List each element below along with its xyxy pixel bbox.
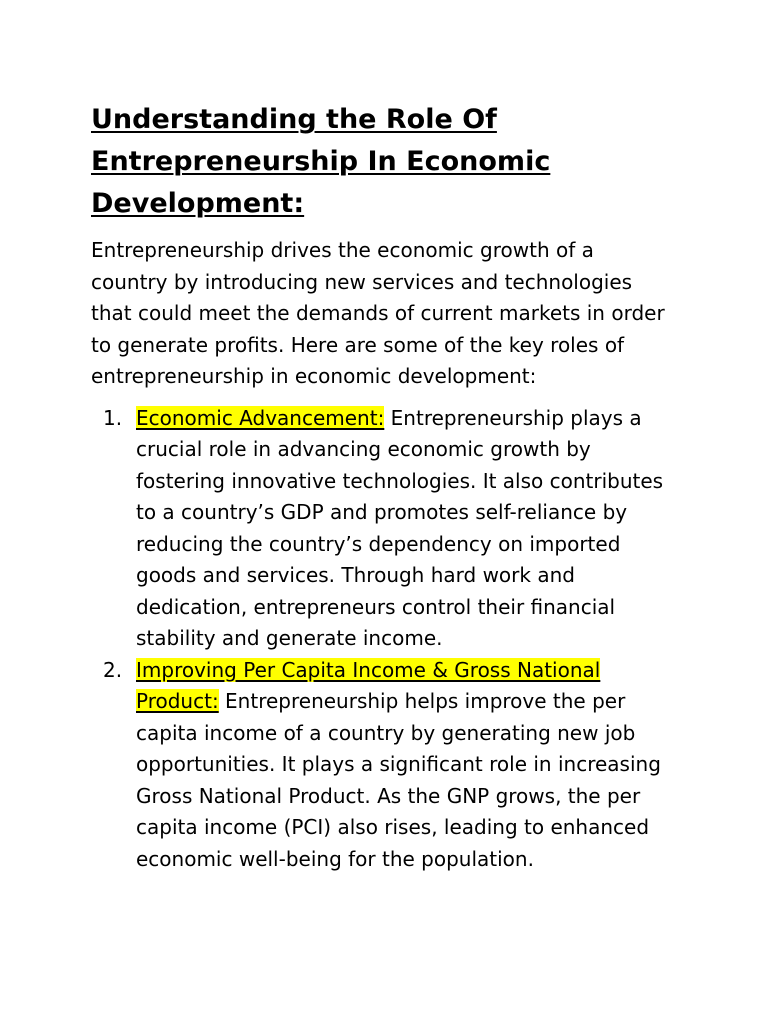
list-item — [91, 655, 671, 876]
list-item-heading: Improving Per Capita Income & Gross National Product: — [136, 657, 601, 713]
list-item-body: Entrepreneurship helps improve the per capita income of a country by generating new job opportunities. It plays a significant role in increasing Gross National Product. As the GNP grows, the per capita income (PCI) also rises, leading to enhanced economic well-being for the population. — [136, 689, 661, 871]
list-item-heading: Economic Advancement: — [136, 405, 385, 430]
list-item-body: Entrepreneurship plays a crucial role in advancing economic growth by fostering innovative technologies. It also contributes to a country’s GDP and promotes self-reliance by reducing the country’s dependency on imported goods and services. Through hard work and dedication, entrepreneurs control their financial stability and generate income. — [136, 405, 664, 650]
list-item-number: 2. — [103, 657, 123, 682]
intro-paragraph: Entrepreneurship drives the economic growth of a country by introducing new services and technologies that could meet the demands of current markets in order to generate profits. Here are some of the key roles of entrepreneurship in economic development: — [91, 238, 665, 388]
list-item — [91, 403, 671, 655]
roles-list — [91, 403, 671, 876]
document-title: Understanding the Role Of Entrepreneurship In Economic Development: — [91, 104, 551, 219]
document-content — [91, 99, 671, 875]
list-item-number: 1. — [103, 405, 123, 430]
